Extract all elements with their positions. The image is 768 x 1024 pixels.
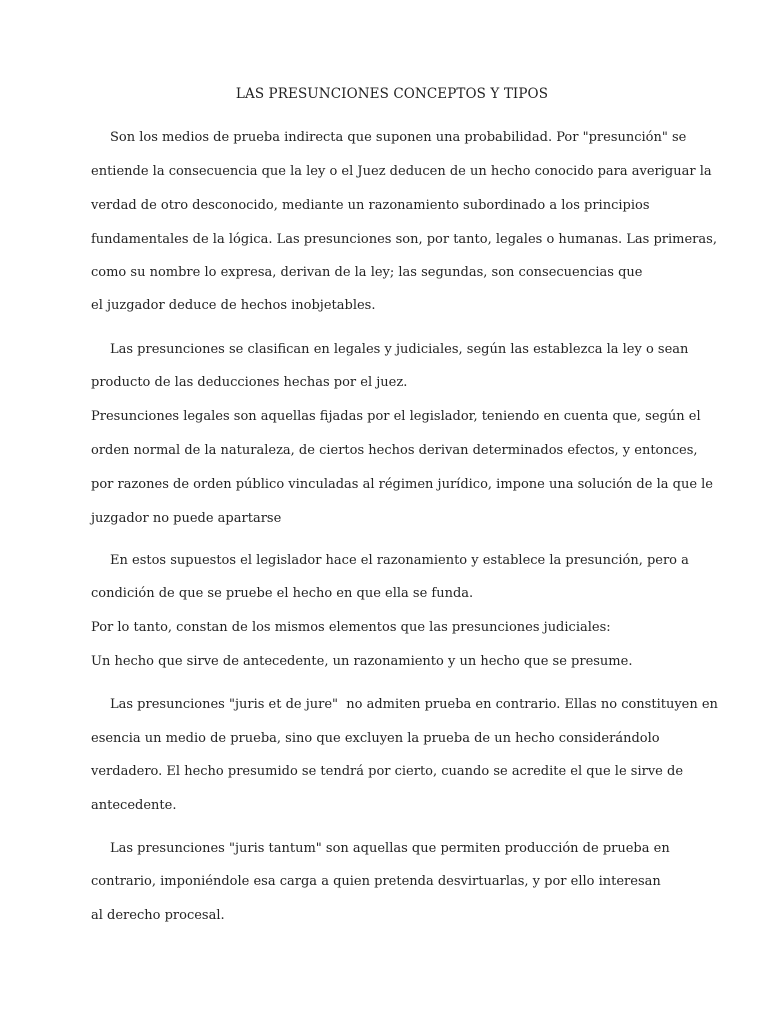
- paragraph-4-line-3: verdadero. El hecho presumido se tendrá por cierto, cuando se acredite el que le sirve de: [91, 764, 684, 779]
- paragraph-1-line-5: como su nombre lo expresa, derivan de la ley; las segundas, son consecuencias que: [91, 265, 643, 280]
- paragraph-4-line-1: Las presunciones "juris et de jure" no admiten prueba en contrario. Ellas no constituyen en: [110, 697, 718, 712]
- paragraph-3-line-1: En estos supuestos el legislador hace el razonamiento y establece la presunción, pero a: [110, 553, 689, 568]
- paragraph-5-line-1: Las presunciones "juris tantum" son aquellas que permiten producción de prueba en: [110, 841, 670, 856]
- paragraph-5-line-2: contrario, imponiéndole esa carga a quien pretenda desvirtuarlas, y por ello interesan: [91, 874, 661, 889]
- page-title: LAS PRESUNCIONES CONCEPTOS Y TIPOS: [235, 86, 549, 102]
- paragraph-2-line-2: producto de las deducciones hechas por el juez.: [91, 375, 408, 390]
- paragraph-4-line-4: antecedente.: [91, 798, 177, 813]
- paragraph-2-line-1: Las presunciones se clasifican en legales y judiciales, según las establezca la ley o sean: [110, 342, 689, 357]
- paragraph-3-line-2: condición de que se pruebe el hecho en que ella se funda.: [91, 586, 474, 601]
- paragraph-3-line-4: Un hecho que sirve de antecedente, un razonamiento y un hecho que se presume.: [91, 654, 633, 669]
- paragraph-5-line-3: al derecho procesal.: [91, 908, 225, 923]
- paragraph-1-line-1: Son los medios de prueba indirecta que suponen una probabilidad. Por "presunción" se: [110, 130, 687, 145]
- paragraph-1-line-4: fundamentales de la lógica. Las presunciones son, por tanto, legales o humanas. Las primeras,: [91, 232, 717, 247]
- paragraph-1-line-3: verdad de otro desconocido, mediante un razonamiento subordinado a los principios: [91, 198, 650, 213]
- paragraph-2-line-3: Presunciones legales son aquellas fijadas por el legislador, teniendo en cuenta que, según el: [91, 409, 701, 424]
- paragraph-4-line-2: esencia un medio de prueba, sino que excluyen la prueba de un hecho considerándolo: [91, 731, 660, 746]
- paragraph-2-line-4: orden normal de la naturaleza, de ciertos hechos derivan determinados efectos, y entonces,: [91, 443, 698, 458]
- paragraph-1-line-2: entiende la consecuencia que la ley o el Juez deducen de un hecho conocido para averiguar la: [91, 164, 712, 179]
- paragraph-3-line-3: Por lo tanto, constan de los mismos elementos que las presunciones judiciales:: [91, 620, 611, 635]
- paragraph-2-line-6: juzgador no puede apartarse: [91, 511, 282, 526]
- paragraph-1-line-6: el juzgador deduce de hechos inobjetables.: [91, 298, 376, 313]
- paragraph-2-line-5: por razones de orden público vinculadas al régimen jurídico, impone una solución de la que le: [91, 477, 713, 492]
